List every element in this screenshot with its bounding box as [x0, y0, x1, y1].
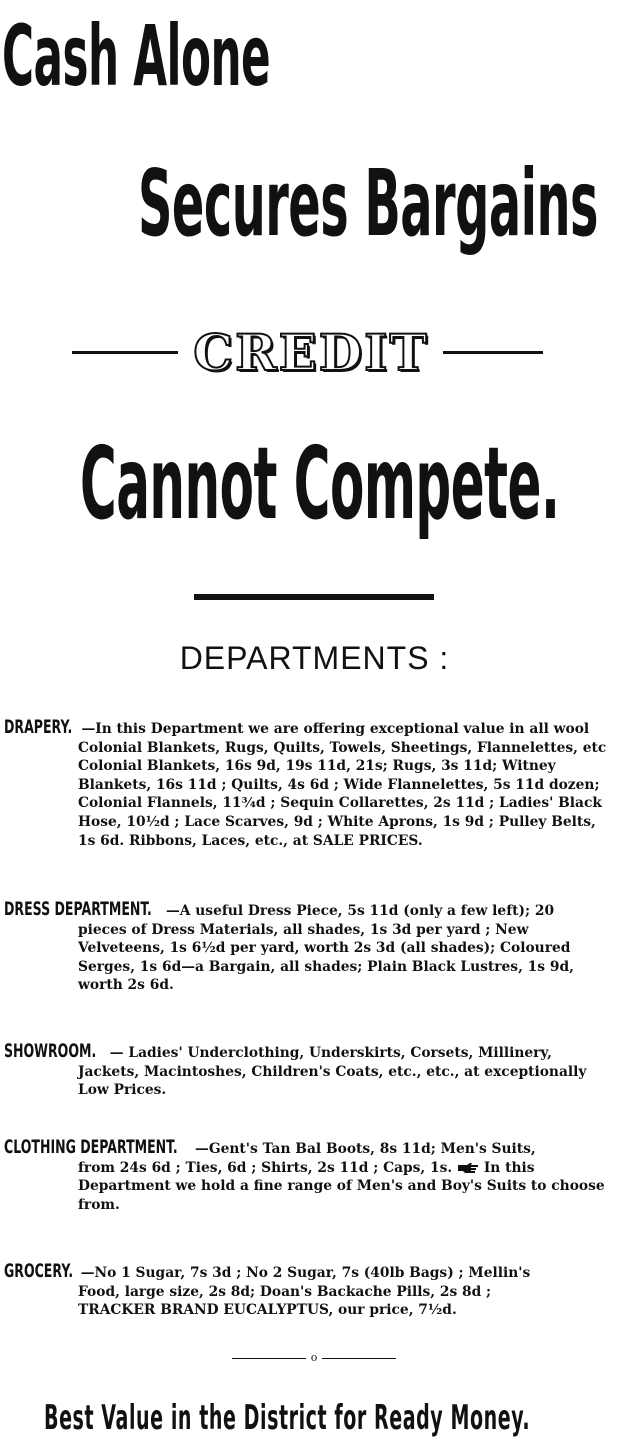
- clothing-label: CLOTHING DEPARTMENT.: [4, 1138, 178, 1158]
- drapery-line: Colonial Blankets, Rugs, Quilts, Towels, Sheetings, Flannelettes, etc: [78, 739, 607, 756]
- drapery-line: 1s 6d. Ribbons, Laces, etc., at SALE PRICES.: [78, 832, 423, 849]
- drapery-line: Hose, 10½d ; Lace Scarves, 9d ; White Aprons, 1s 9d ; Pulley Belts,: [78, 813, 596, 830]
- heading-divider: [194, 594, 434, 600]
- departments-heading: DEPARTMENTS :: [179, 640, 450, 676]
- drapery-label: DRAPERY.: [4, 718, 73, 738]
- credit-right-rule: [443, 351, 543, 354]
- showroom-line: Low Prices.: [78, 1082, 167, 1099]
- drapery-first-line: [4, 718, 626, 739]
- showroom-line: — Ladies' Underclothing, Underskirts, Corsets, Millinery,: [109, 1045, 552, 1061]
- clothing-line: —Gent's Tan Bal Boots, 8s 11d; Men's Suits,: [195, 1141, 536, 1157]
- showroom-label: SHOWROOM.: [4, 1042, 97, 1062]
- section-showroom: [4, 1042, 626, 1100]
- clothing-first-line: [4, 1138, 626, 1159]
- showroom-first-line: [4, 1042, 626, 1063]
- section-dress-department: [4, 900, 626, 995]
- dress-label: DRESS DEPARTMENT.: [4, 900, 152, 920]
- drapery-line: Blankets, 16s 11d ; Quilts, 4s 6d ; Wide Flannelettes, 5s 11d dozen;: [78, 776, 600, 793]
- clothing-line-text: from 24s 6d ; Ties, 6d ; Shirts, 2s 11d ; Caps, 1s.: [78, 1159, 453, 1176]
- drapery-line: —In this Department we are offering exceptional value in all wool: [81, 721, 590, 737]
- credit-word: CREDIT: [193, 326, 429, 380]
- footer-divider-right: [322, 1358, 396, 1359]
- section-clothing-department: [4, 1138, 626, 1214]
- grocery-line: —No 1 Sugar, 7s 3d ; No 2 Sugar, 7s (40lb Bags) ; Mellin's: [80, 1265, 531, 1281]
- grocery-line: Food, large size, 2s 8d; Doan's Backache Pills, 2s 8d ;: [78, 1283, 492, 1300]
- dress-line: Serges, 1s 6d—a Bargain, all shades; Plain Black Lustres, 1s 9d,: [78, 958, 574, 975]
- showroom-line: Jackets, Macintoshes, Children's Coats, etc., etc., at exceptionally: [78, 1063, 587, 1080]
- dress-line: worth 2s 6d.: [78, 977, 174, 994]
- headline-cannot-compete: Cannot Compete.: [80, 425, 560, 542]
- clothing-line: Department we hold a fine range of Men's and Boy's Suits to choose: [78, 1178, 605, 1195]
- grocery-first-line: [4, 1262, 626, 1283]
- credit-left-rule: [72, 351, 178, 354]
- headline-cash-alone: Cash Alone: [2, 7, 271, 105]
- credit-banner: [0, 320, 629, 384]
- grocery-label: GROCERY.: [4, 1262, 74, 1282]
- section-drapery: [4, 718, 626, 850]
- grocery-line: TRACKER BRAND EUCALYPTUS, our price, 7½d.: [78, 1302, 457, 1319]
- footer-divider-left: [232, 1358, 306, 1359]
- pointing-hand-icon: [457, 1162, 479, 1174]
- clothing-line-text: In this: [483, 1159, 535, 1176]
- footer-slogan: Best Value in the District for Ready Money.: [44, 1398, 531, 1438]
- dress-line: pieces of Dress Materials, all shades, 1s 3d per yard ; New: [78, 921, 529, 938]
- dress-line: Velveteens, 1s 6½d per yard, worth 2s 3d (all shades); Coloured: [78, 940, 571, 957]
- section-grocery: [4, 1262, 626, 1320]
- dress-line: —A useful Dress Piece, 5s 11d (only a few left); 20: [165, 903, 555, 919]
- clothing-line: [4, 1159, 626, 1178]
- dress-first-line: [4, 900, 626, 921]
- footer-divider-mark: o: [310, 1351, 318, 1364]
- drapery-line: Colonial Flannels, 11¾d ; Sequin Collarettes, 2s 11d ; Ladies' Black: [78, 795, 602, 812]
- headline-secures-bargains: Secures Bargains: [138, 150, 598, 257]
- clothing-line: from.: [78, 1196, 120, 1213]
- drapery-line: Colonial Blankets, 16s 9d, 19s 11d, 21s; Rugs, 3s 11d; Witney: [78, 758, 556, 775]
